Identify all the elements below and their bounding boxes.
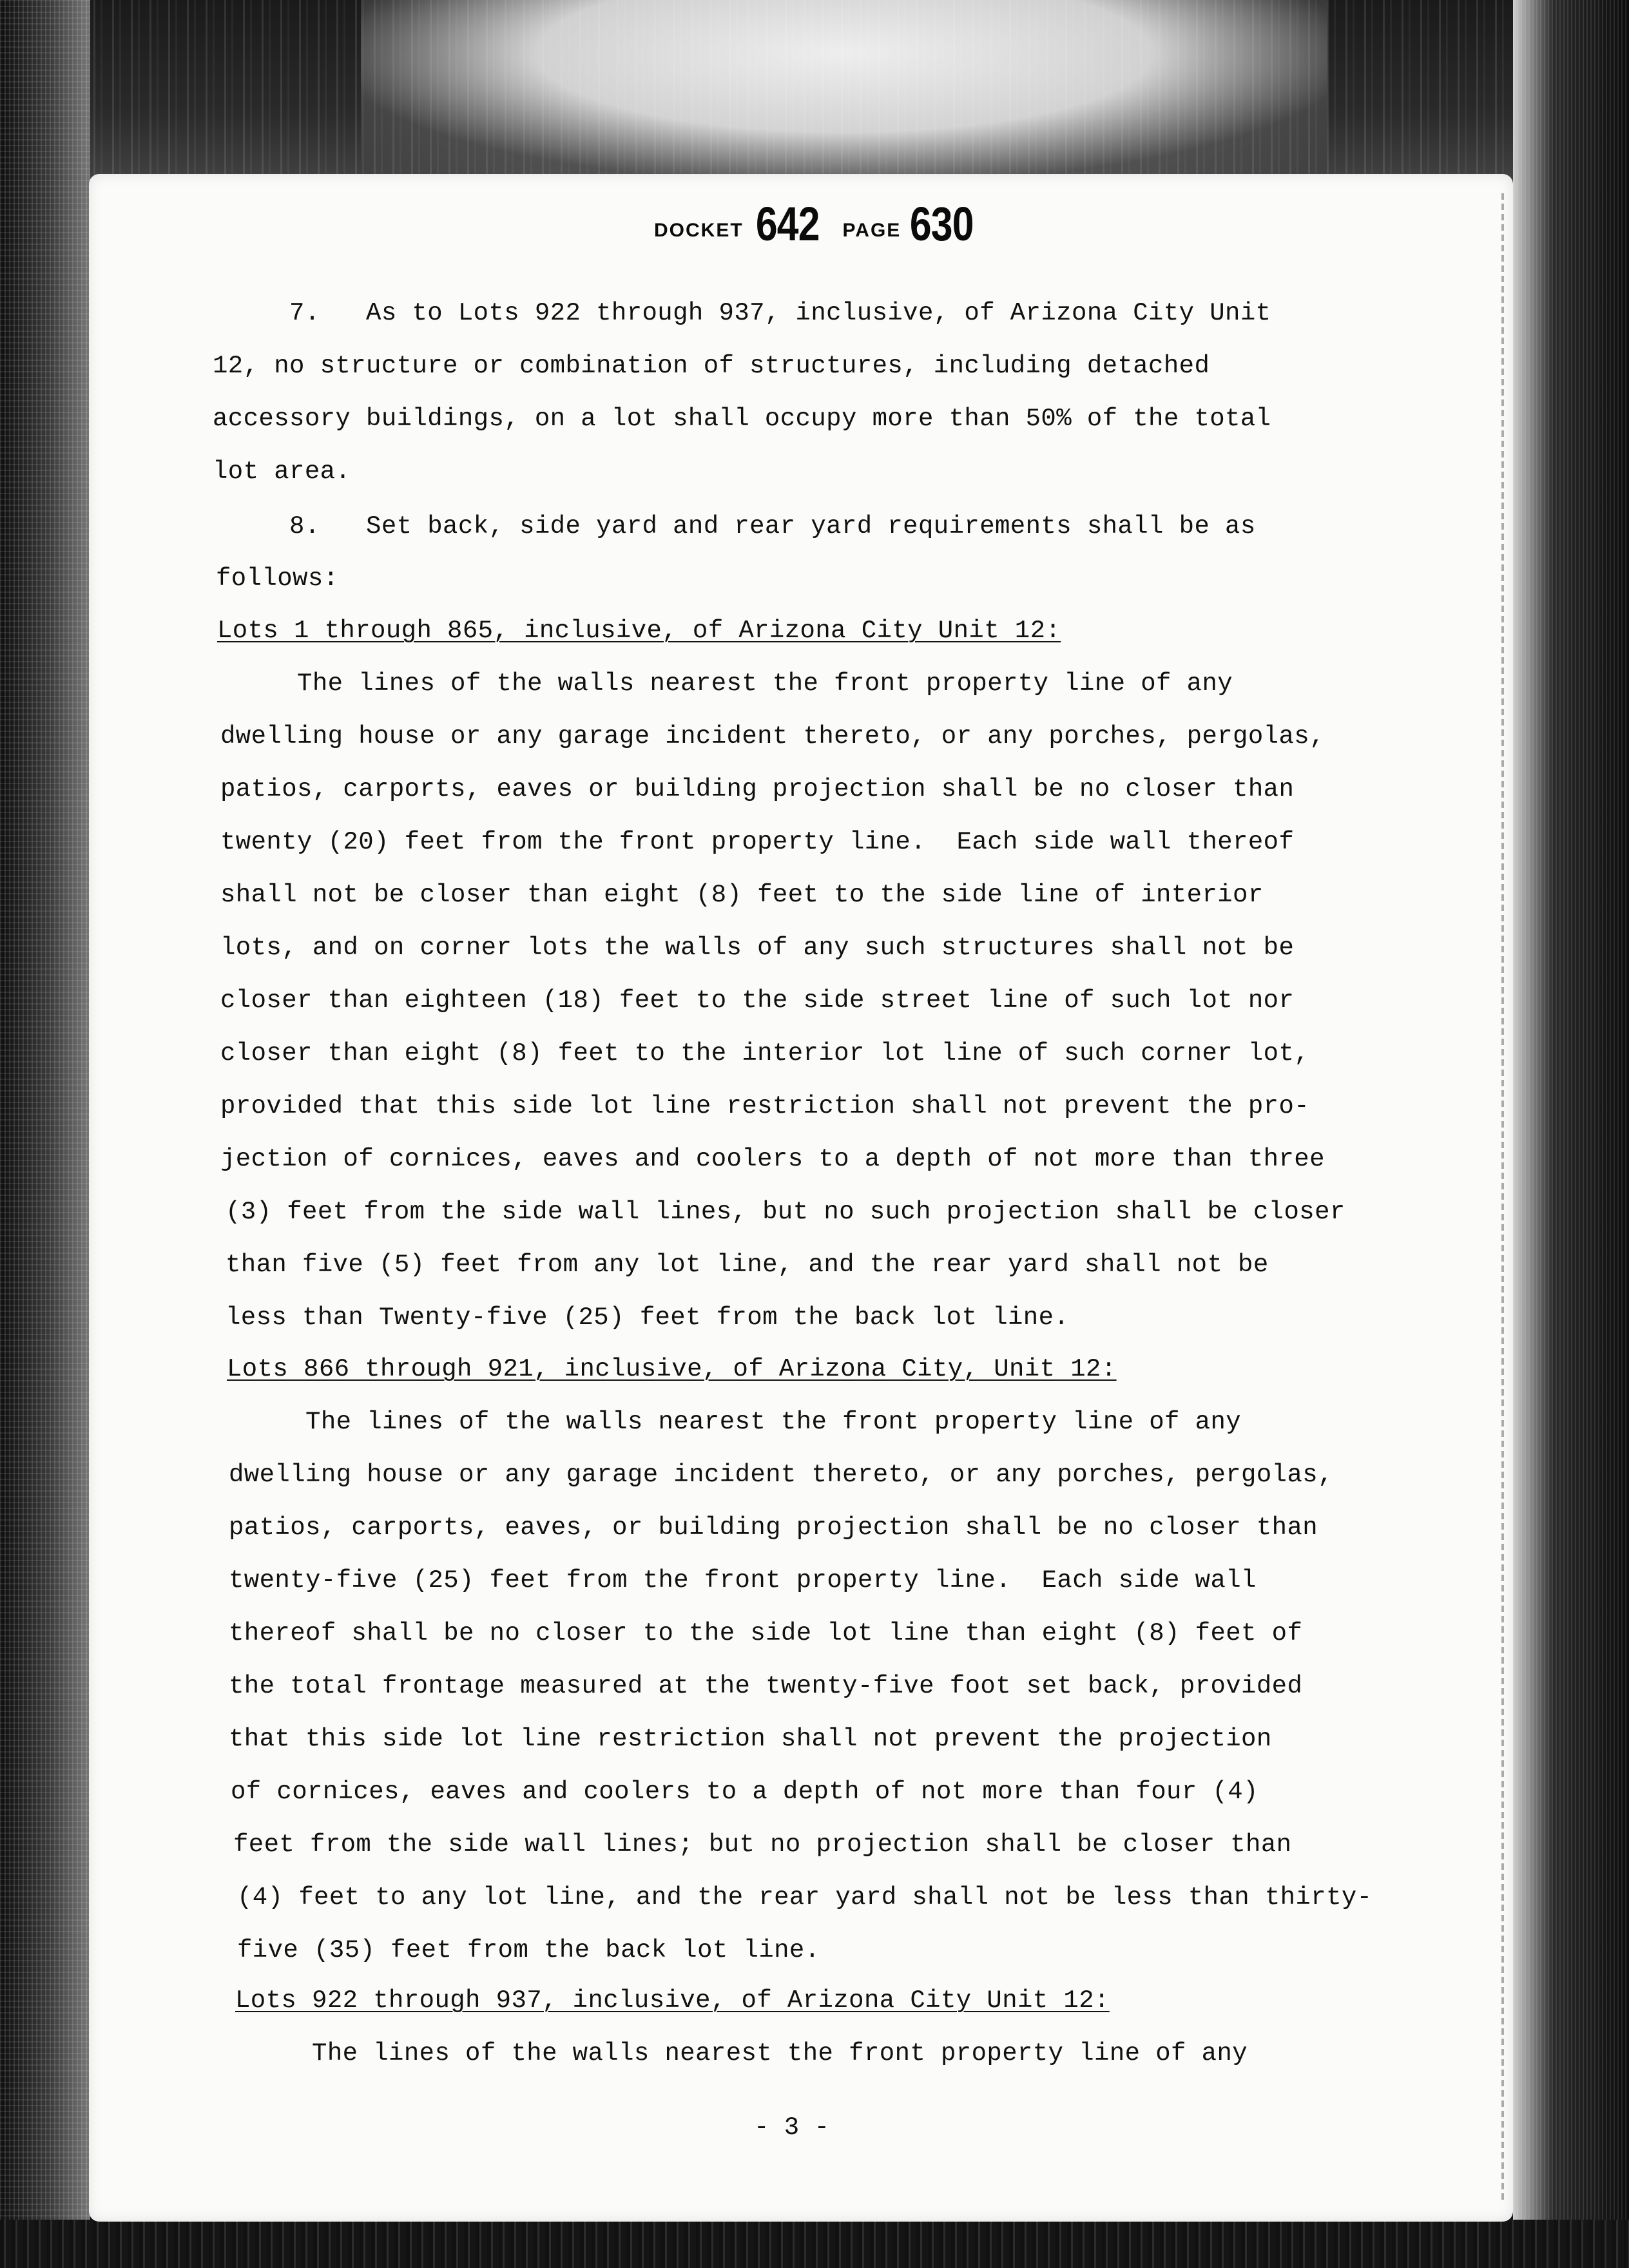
section-heading-lots-866-921: Lots 866 through 921, inclusive, of Arizona City, Unit 12: [227,1355,1117,1383]
section-2-line-7: that this side lot line restriction shall not prevent the projection [229,1725,1272,1753]
paragraph-7-line-4: lot area. [213,457,351,486]
section-1-line-12: than five (5) feet from any lot line, and the rear yard shall not be [226,1251,1269,1279]
scan-right-edge [1513,0,1629,2268]
section-2-line-1: The lines of the walls nearest the front property line of any [229,1408,1242,1436]
section-1-line-6: lots, and on corner lots the walls of any such structures shall not be [220,934,1295,962]
section-1-line-7: closer than eighteen (18) feet to the side street line of such lot nor [220,986,1295,1015]
section-1-line-1: The lines of the walls nearest the front property line of any [220,669,1233,698]
section-heading-lots-1-865: Lots 1 through 865, inclusive, of Arizona City Unit 12: [217,617,1061,645]
paragraph-7-line-1: 7. As to Lots 922 through 937, inclusive, of Arizona City Unit [213,299,1271,327]
scan-top-glare [361,0,1327,177]
page-label: PAGE [842,220,901,241]
section-2-line-3: patios, carports, eaves, or building projection shall be no closer than [229,1514,1318,1542]
section-1-line-9: provided that this side lot line restriction shall not prevent the pro- [220,1092,1310,1120]
section-3-line-1: The lines of the walls nearest the front property line of any [235,2039,1248,2068]
docket-number: 642 [755,197,820,251]
stamp-page-number: 630 [909,197,974,251]
section-2-line-4: twenty-five (25) feet from the front property line. Each side wall [229,1566,1257,1595]
page-footer-number: - 3 - [754,2113,830,2142]
section-1-line-2: dwelling house or any garage incident thereto, or any porches, pergolas, [220,722,1325,751]
paragraph-7-line-3: accessory buildings, on a lot shall occupy more than 50% of the total [213,405,1271,433]
scan-bottom-edge [0,2220,1629,2268]
docket-stamp [654,197,980,255]
section-2-line-9: feet from the side wall lines; but no projection shall be closer than [233,1831,1292,1859]
section-1-line-3: patios, carports, eaves or building projection shall be no closer than [220,775,1295,803]
section-1-line-8: closer than eight (8) feet to the interior lot line of such corner lot, [220,1039,1310,1068]
section-1-line-13: less than Twenty-five (25) feet from the back lot line. [226,1303,1070,1332]
paragraph-7-line-2: 12, no structure or combination of structures, including detached [213,352,1210,380]
section-2-line-10: (4) feet to any lot line, and the rear yard shall not be less than thirty- [237,1883,1373,1912]
section-1-line-11: (3) feet from the side wall lines, but no such projection shall be closer [226,1198,1345,1226]
scan-left-edge [0,0,90,2268]
docket-label: DOCKET [654,220,744,241]
section-2-line-5: thereof shall be no closer to the side lot line than eight (8) feet of [229,1619,1303,1648]
section-2-line-8: of cornices, eaves and coolers to a depth of not more than four (4) [231,1778,1258,1806]
page-right-border [1501,193,1504,2204]
paragraph-8-line-2: follows: [216,564,339,593]
section-1-line-10: jection of cornices, eaves and coolers to a depth of not more than three [220,1145,1325,1173]
paragraph-8-line-1: 8. Set back, side yard and rear yard requirements shall be as [213,512,1256,541]
section-1-line-4: twenty (20) feet from the front property line. Each side wall thereof [220,828,1295,856]
section-heading-lots-922-937: Lots 922 through 937, inclusive, of Arizona City Unit 12: [235,1986,1110,2015]
section-1-line-5: shall not be closer than eight (8) feet to the side line of interior [220,881,1264,909]
section-2-line-6: the total frontage measured at the twenty-five foot set back, provided [229,1672,1303,1700]
section-2-line-2: dwelling house or any garage incident thereto, or any porches, pergolas, [229,1461,1333,1489]
section-2-line-11: five (35) feet from the back lot line. [237,1936,820,1965]
